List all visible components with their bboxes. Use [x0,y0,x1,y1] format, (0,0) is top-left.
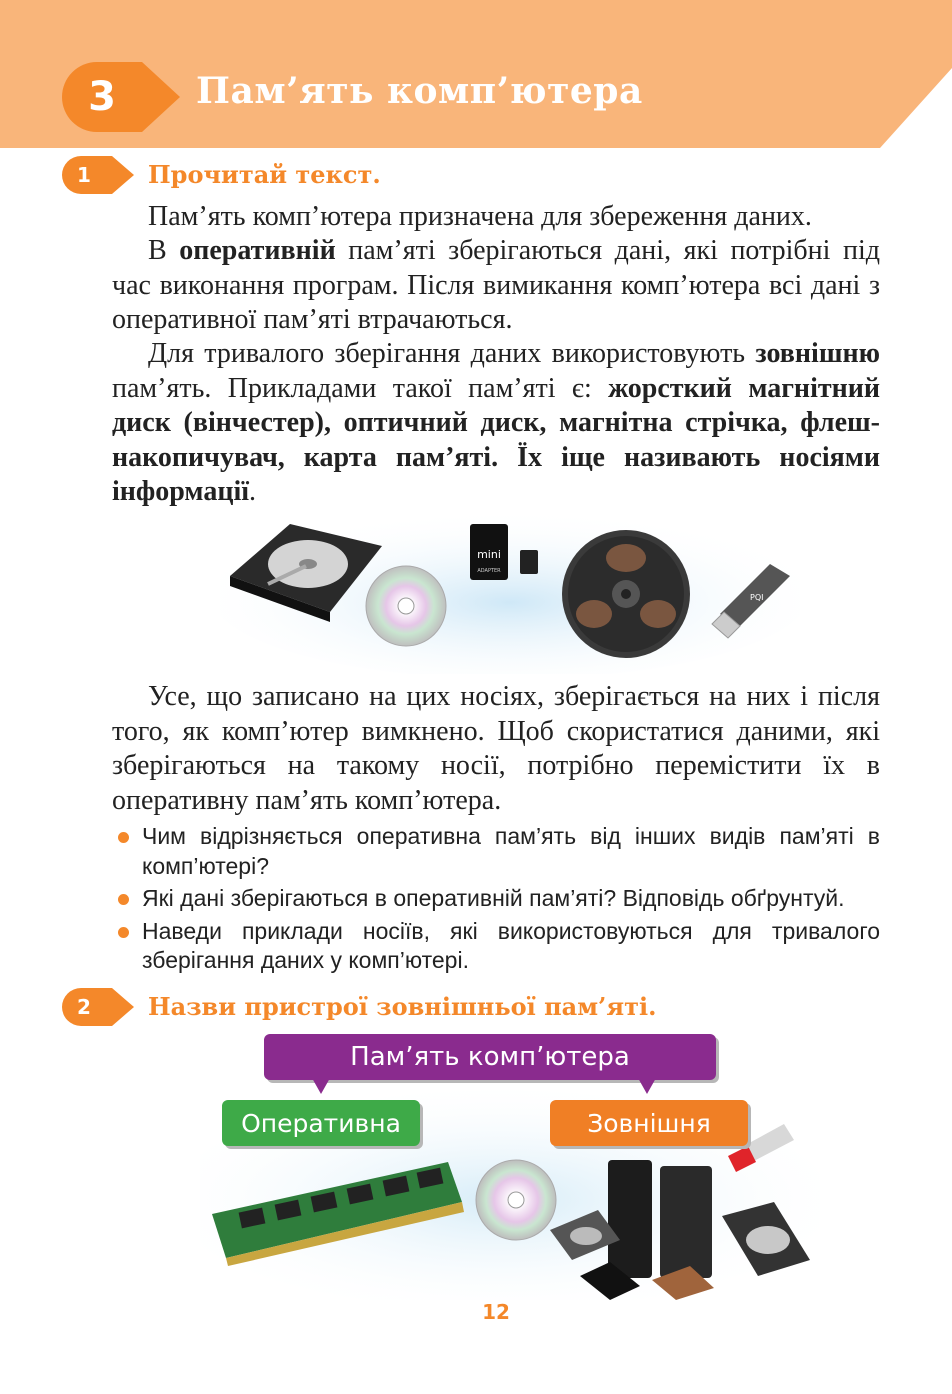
task-2-title: Назви пристрої зовнішньої пам’яті. [148,992,657,1021]
term-external: зовнішню [755,338,880,369]
chapter-number: 3 [88,74,116,120]
cd-disc-icon [366,566,446,646]
storage-media-illustration [220,514,800,674]
diagram-ram-box: Оперативна [222,1100,420,1146]
paragraph-3: Для тривалого зберігання даних використовують зовнішню пам’ять. Прикладами такої пам’яті є: жорсткий магнітний диск (вінчестер), оптичний диск, магнітна стрічка, флеш-накопичувач, карта пам’яті. Їх іще називають носіями інформації. [112,338,880,507]
page-number: 12 [482,1300,510,1324]
diagram-root-box: Пам’ять комп’ютера [264,1034,716,1080]
task-1-title: Прочитай текст. [148,160,381,189]
svg-text:mini: mini [477,548,501,561]
paragraph-4: Усе, що записано на цих носіях, зберігається на них і після того, як комп’ютер вимкнено. Щоб скористатися даними, які зберігаються на такому носії, потрібно перемістити їх в оперативну пам’ять комп’ютера. [112,681,880,816]
diagram-external-box: Зовнішня [550,1100,748,1146]
chapter-title: Пам’ять комп’ютера [196,70,643,112]
paragraph-1: Пам’ять комп’ютера призначена для збереження даних. [148,201,812,232]
question-item: Які дані зберігаються в оперативній пам’яті? Відповідь обґрунтуй. [114,884,880,914]
svg-text:PQI: PQI [750,593,764,602]
task-1-number: 1 [77,163,91,187]
cd-disc-icon [476,1160,556,1240]
svg-text:ADAPTER: ADAPTER [477,568,501,574]
task-2-number: 2 [77,995,91,1019]
question-item: Чим відрізняється оперативна пам’ять від інших видів пам’яті в комп’ютері? [114,822,880,881]
term-ram: оперативній [179,235,336,266]
question-item: Наведи приклади носіїв, які використовуються для тривалого зберігання даних у комп’ютері. [114,917,880,976]
term-carriers: жорсткий магнітний диск (вінчестер), оптичний диск, магнітна стрічка, флеш-накопичувач, карта пам’яті. Їх іще називають носіями інформації [112,372,880,507]
magnetic-tape-reel-icon [562,530,690,658]
paragraph-2: В оперативній пам’яті зберігаються дані, які потрібні під час виконання програм. Після вимикання комп’ютера всі дані з оперативної пам’яті втрачаються. [112,235,880,335]
questions-list [114,822,880,979]
